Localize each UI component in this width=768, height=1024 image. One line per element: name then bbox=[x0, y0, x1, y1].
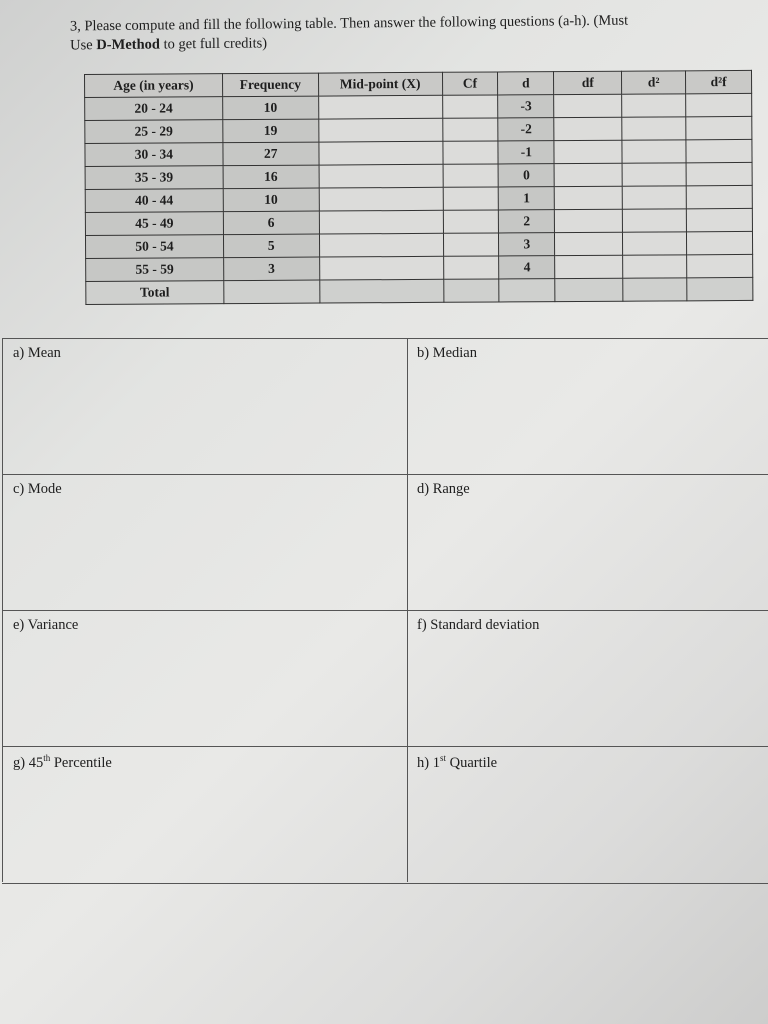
answer-grid bbox=[2, 338, 768, 884]
age-cell: 35 - 39 bbox=[85, 166, 223, 190]
total-d2-cell[interactable] bbox=[623, 278, 687, 301]
d2f-cell[interactable] bbox=[686, 139, 752, 162]
frequency-cell: 27 bbox=[223, 142, 319, 166]
age-cell: 20 - 24 bbox=[85, 97, 223, 121]
total-d2f-cell[interactable] bbox=[687, 277, 753, 300]
cf-cell[interactable] bbox=[443, 210, 499, 233]
total-row bbox=[86, 277, 753, 304]
header-frequency: Frequency bbox=[222, 73, 318, 97]
midpoint-cell[interactable] bbox=[318, 118, 442, 142]
df-cell[interactable] bbox=[555, 232, 623, 255]
range-answer-box[interactable] bbox=[407, 475, 768, 610]
frequency-cell: 19 bbox=[223, 119, 319, 143]
answer-row-3 bbox=[2, 611, 768, 747]
header-df: df bbox=[554, 71, 622, 94]
prompt-line-2-end: to get full credits) bbox=[159, 35, 268, 53]
quartile-label-start: h) 1 bbox=[417, 754, 440, 771]
header-cf: Cf bbox=[442, 72, 498, 95]
mean-label: a) Mean bbox=[13, 345, 61, 361]
d-cell: -3 bbox=[498, 95, 554, 118]
total-cf-cell[interactable] bbox=[443, 279, 499, 302]
prompt-line-1: 3, Please compute and fill the following table. Then answer the following questions (a-h). (Must bbox=[69, 12, 629, 35]
cf-cell[interactable] bbox=[443, 187, 499, 210]
age-cell: 25 - 29 bbox=[85, 120, 223, 144]
mode-answer-box[interactable] bbox=[2, 475, 408, 610]
frequency-table bbox=[84, 70, 753, 305]
d2-cell[interactable] bbox=[623, 255, 687, 278]
prompt-method: D-Method bbox=[96, 36, 161, 54]
d2-cell[interactable] bbox=[623, 209, 687, 232]
d-cell: 2 bbox=[499, 210, 555, 233]
quartile-label bbox=[417, 753, 497, 772]
frequency-cell: 10 bbox=[223, 188, 319, 212]
cf-cell[interactable] bbox=[443, 164, 499, 187]
question-prompt bbox=[70, 11, 730, 56]
age-cell: 40 - 44 bbox=[85, 189, 223, 213]
midpoint-cell[interactable] bbox=[318, 95, 442, 119]
d2-cell[interactable] bbox=[622, 117, 686, 140]
df-cell[interactable] bbox=[555, 186, 623, 209]
age-cell: 30 - 34 bbox=[85, 143, 223, 167]
df-cell[interactable] bbox=[554, 117, 622, 140]
range-label: d) Range bbox=[417, 481, 470, 497]
d2-cell[interactable] bbox=[622, 94, 686, 117]
variance-label: e) Variance bbox=[13, 617, 79, 633]
age-cell: 55 - 59 bbox=[86, 258, 224, 282]
std-deviation-answer-box[interactable] bbox=[407, 611, 768, 746]
header-age: Age (in years) bbox=[85, 74, 223, 98]
frequency-cell: 3 bbox=[223, 257, 319, 281]
df-cell[interactable] bbox=[555, 209, 623, 232]
median-answer-box[interactable] bbox=[407, 339, 768, 474]
d2-cell[interactable] bbox=[622, 186, 686, 209]
cf-cell[interactable] bbox=[442, 141, 498, 164]
percentile-label-sup: th bbox=[43, 753, 51, 763]
total-frequency-cell[interactable] bbox=[224, 280, 320, 304]
df-cell[interactable] bbox=[554, 140, 622, 163]
percentile-label bbox=[13, 753, 112, 772]
midpoint-cell[interactable] bbox=[319, 164, 443, 188]
total-midpoint-cell[interactable] bbox=[319, 279, 443, 303]
variance-answer-box[interactable] bbox=[2, 611, 408, 746]
df-cell[interactable] bbox=[554, 94, 622, 117]
quartile-answer-box[interactable] bbox=[407, 747, 768, 882]
midpoint-cell[interactable] bbox=[319, 233, 443, 257]
d2f-cell[interactable] bbox=[687, 231, 753, 254]
frequency-cell: 10 bbox=[222, 96, 318, 120]
total-d-cell[interactable] bbox=[499, 279, 555, 302]
header-d2: d² bbox=[622, 71, 686, 94]
midpoint-cell[interactable] bbox=[319, 141, 443, 165]
d-cell: 4 bbox=[499, 256, 555, 279]
d-cell: 3 bbox=[499, 233, 555, 256]
frequency-cell: 16 bbox=[223, 165, 319, 189]
d2f-cell[interactable] bbox=[686, 208, 752, 231]
median-label: b) Median bbox=[417, 345, 477, 361]
quartile-label-sup: st bbox=[439, 753, 446, 763]
answer-row-1 bbox=[2, 339, 768, 475]
d-cell: 1 bbox=[499, 187, 555, 210]
d2f-cell[interactable] bbox=[686, 162, 752, 185]
total-label: Total bbox=[86, 281, 224, 305]
mode-label: c) Mode bbox=[13, 481, 62, 497]
d2-cell[interactable] bbox=[622, 163, 686, 186]
age-cell: 50 - 54 bbox=[85, 235, 223, 259]
cf-cell[interactable] bbox=[443, 233, 499, 256]
d2f-cell[interactable] bbox=[687, 254, 753, 277]
answer-row-2 bbox=[2, 475, 768, 611]
cf-cell[interactable] bbox=[442, 118, 498, 141]
cf-cell[interactable] bbox=[442, 95, 498, 118]
midpoint-cell[interactable] bbox=[319, 210, 443, 234]
d-cell: -1 bbox=[498, 141, 554, 164]
total-df-cell[interactable] bbox=[555, 278, 623, 301]
percentile-label-start: g) 45 bbox=[13, 754, 44, 771]
d-cell: 0 bbox=[498, 164, 554, 187]
d2f-cell[interactable] bbox=[686, 185, 752, 208]
answer-row-4 bbox=[2, 747, 768, 882]
d2f-cell[interactable] bbox=[686, 116, 752, 139]
d2-cell[interactable] bbox=[622, 140, 686, 163]
frequency-cell: 5 bbox=[223, 234, 319, 258]
d2-cell[interactable] bbox=[623, 232, 687, 255]
midpoint-cell[interactable] bbox=[319, 256, 443, 280]
df-cell[interactable] bbox=[554, 163, 622, 186]
d2f-cell[interactable] bbox=[686, 93, 752, 116]
df-cell[interactable] bbox=[555, 255, 623, 278]
header-d: d bbox=[498, 72, 554, 95]
frequency-cell: 6 bbox=[223, 211, 319, 235]
header-midpoint: Mid-point (X) bbox=[318, 72, 442, 96]
prompt-line-2-start: Use bbox=[70, 37, 97, 54]
std-deviation-label: f) Standard deviation bbox=[417, 617, 540, 633]
percentile-label-end: Percentile bbox=[50, 754, 112, 771]
cf-cell[interactable] bbox=[443, 256, 499, 279]
quartile-label-end: Quartile bbox=[445, 754, 498, 771]
d-cell: -2 bbox=[498, 118, 554, 141]
percentile-answer-box[interactable] bbox=[2, 747, 408, 882]
midpoint-cell[interactable] bbox=[319, 187, 443, 211]
mean-answer-box[interactable] bbox=[2, 339, 408, 474]
age-cell: 45 - 49 bbox=[85, 212, 223, 236]
header-d2f: d²f bbox=[686, 70, 752, 93]
